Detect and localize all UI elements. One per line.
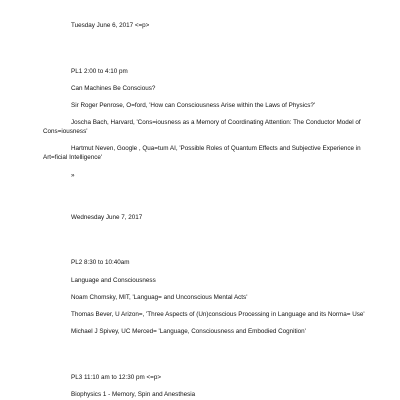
pl1-talk-bach-line2: Cons=iousness' — [43, 128, 88, 135]
pl3-session-time: PL3 11:10 am to 12:30 pm <=p> — [71, 374, 162, 381]
pl1-session-title: Can Machines Be Conscious? — [71, 85, 156, 92]
day1-date: Tuesday June 6, 2017 <=p> — [71, 22, 150, 29]
pl2-talk-chomsky: Noam Chomsky, MIT, 'Languag= and Unconscious Mental Acts' — [71, 294, 248, 301]
pl1-talk-penrose: Sir Roger Penrose, O=ford, 'How can Consciousness Arise within the Laws of Physics?' — [71, 102, 316, 109]
pl1-talk-bach-line1: Joscha Bach, Harvard, 'Cons=iousness as a Memory of Coordinating Attention: The Conductor Model of — [71, 119, 361, 126]
pl1-talk-neven-line1: Hartmut Neven, Google , Qua=tum AI, 'Possible Roles of Quantum Effects and Subjective Experience in — [71, 145, 361, 152]
pl1-session-time: PL1 2:00 to 4:10 pm — [71, 68, 128, 75]
pl2-talk-spivey: Michael J Spivey, UC Merced= 'Language, Consciousness and Embodied Cognition' — [71, 328, 306, 335]
pl1-talk-neven-line2: Art=ficial Intelligence' — [43, 154, 103, 161]
pl2-talk-bever: Thomas Bever, U Arizon=, 'Three Aspects of (Un)conscious Processing in Language and its Norma= Use' — [71, 311, 365, 318]
day2-date: Wednesday June 7, 2017 — [71, 214, 143, 221]
pl2-session-title: Language and Consciousness — [71, 277, 156, 284]
pl1-end-marker: » — [71, 172, 75, 179]
pl2-session-time: PL2 8:30 to 10:40am — [71, 259, 130, 266]
pl3-session-title: Biophysics 1 - Memory, Spin and Anesthesia — [71, 391, 196, 398]
